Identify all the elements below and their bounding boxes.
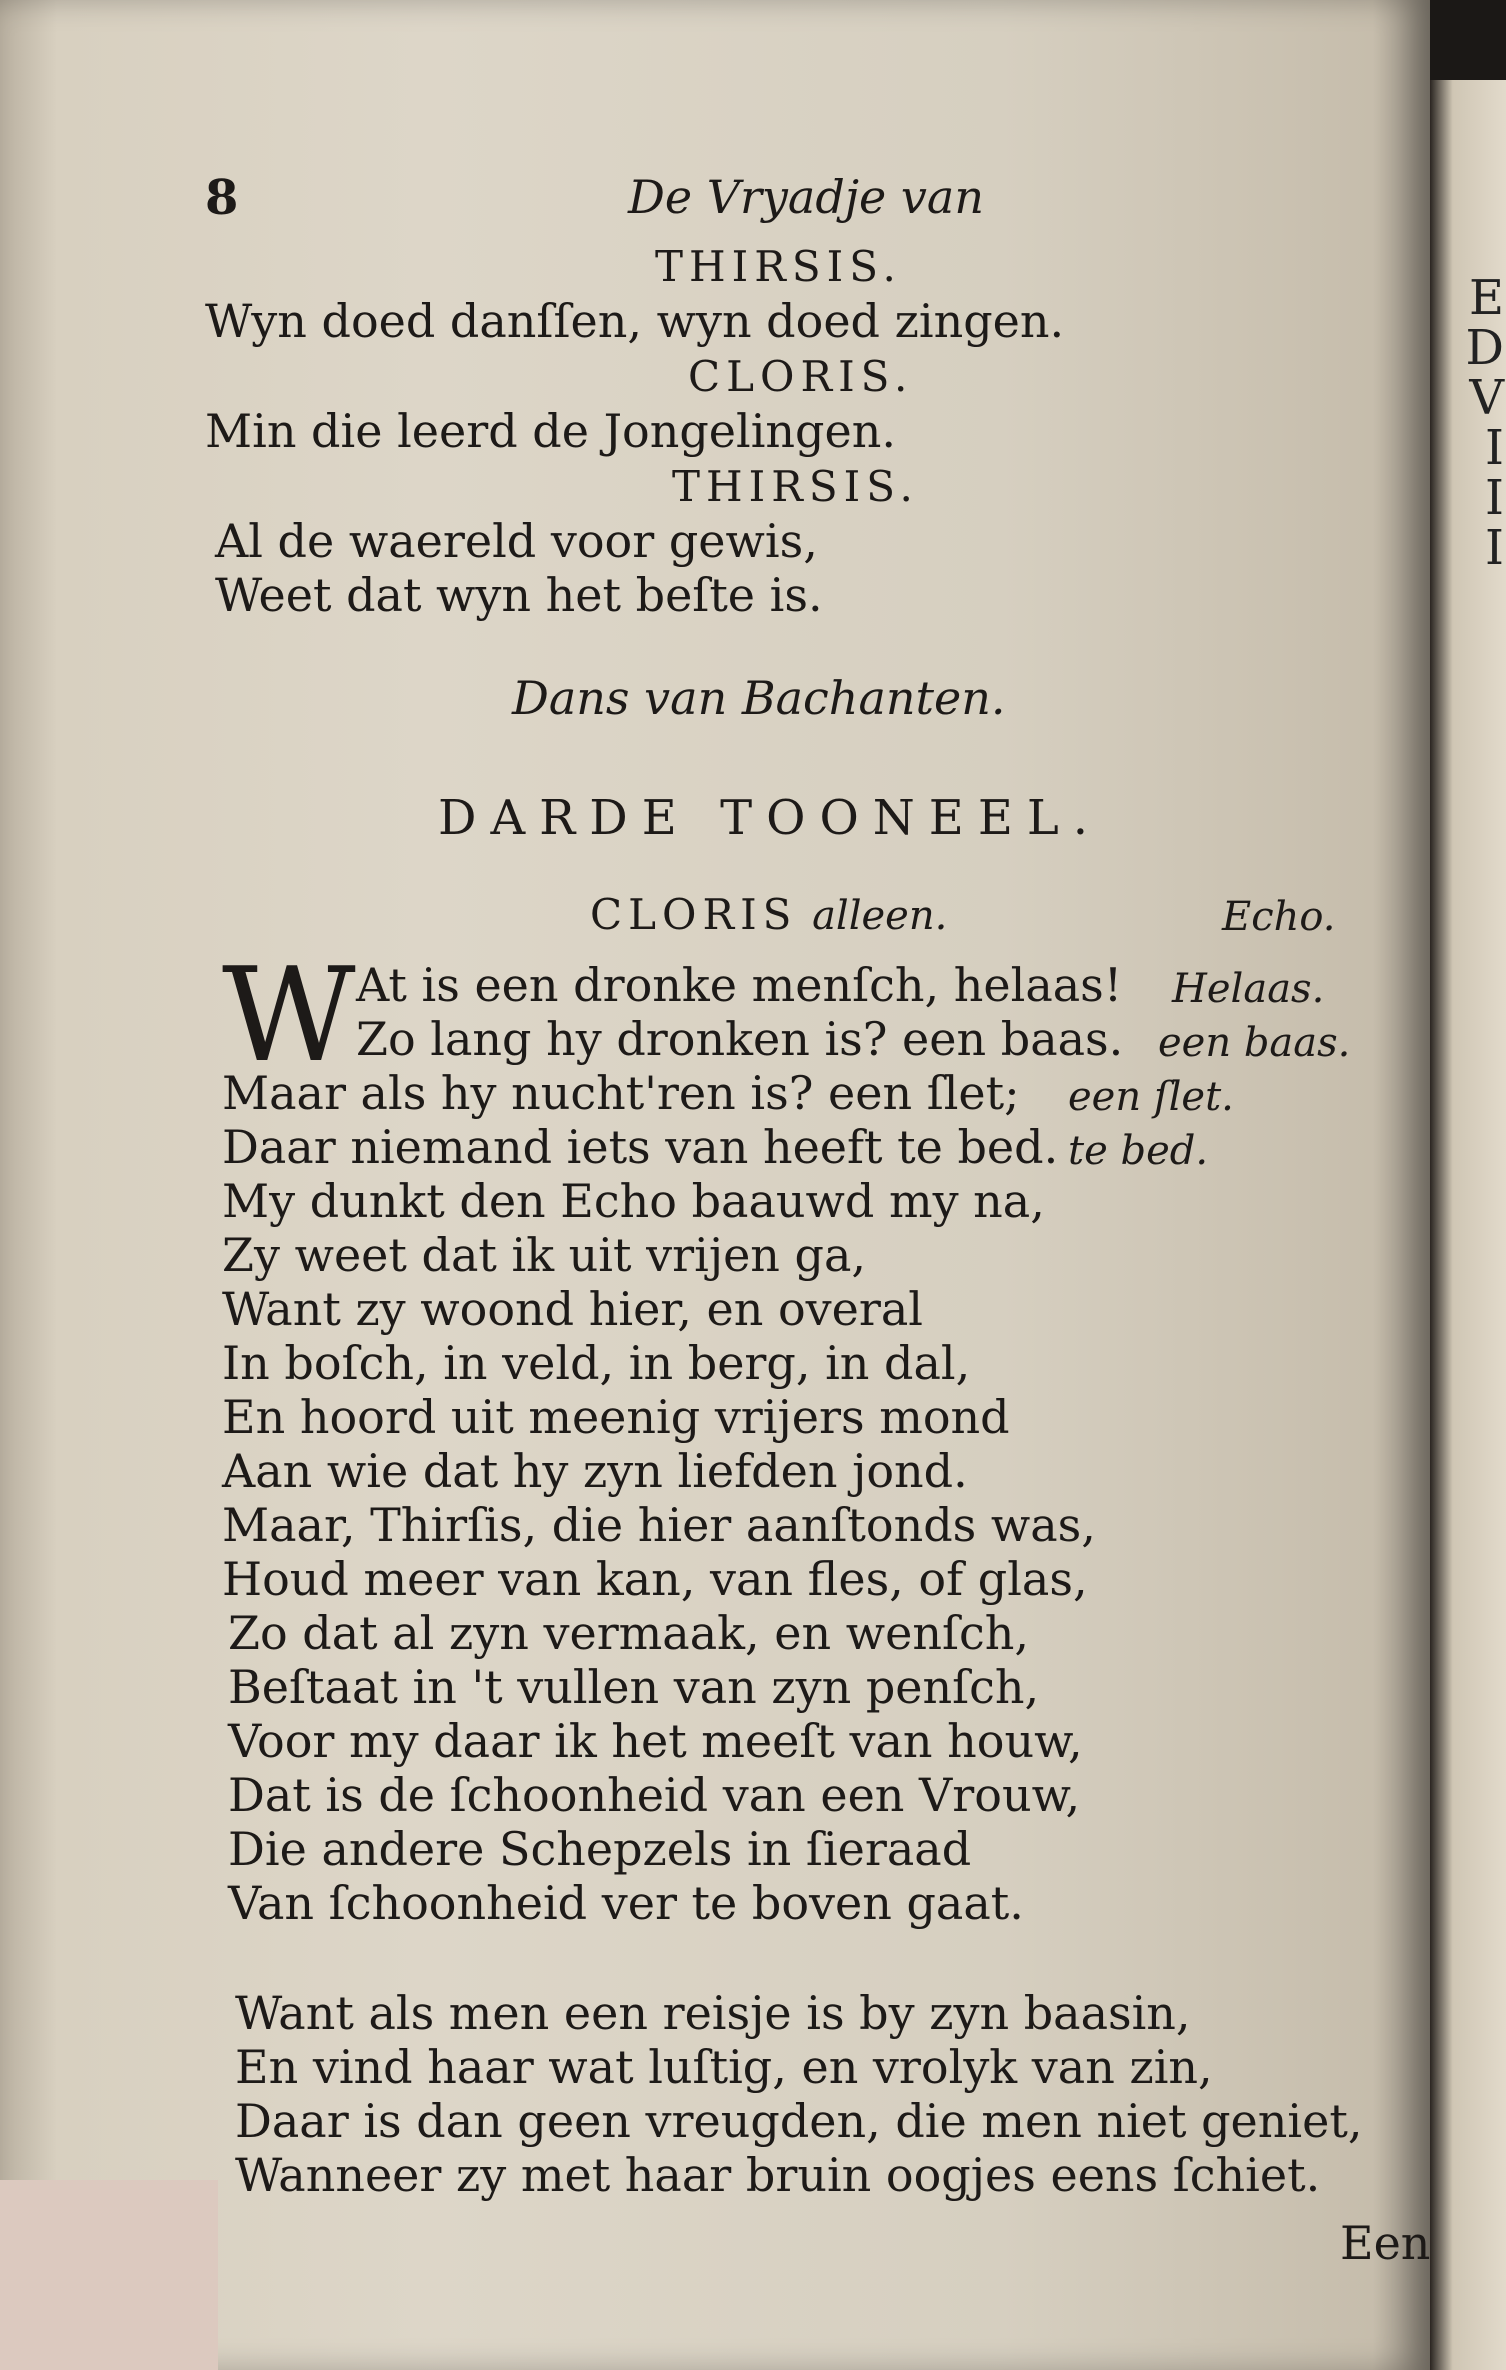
verse-line: Wyn doed danſſen, wyn doed zingen. xyxy=(205,294,1065,348)
verse-line: En hoord uit meenig vrijers mond xyxy=(222,1390,1010,1444)
speaker-line: THIRSIS. xyxy=(672,462,919,511)
verse-line: Daar is dan geen vreugden, die men niet geniet, xyxy=(235,2094,1363,2148)
verse-line: Houd meer van kan, van fles, of glas, xyxy=(222,1552,1088,1606)
verse-line: Want als men een reisje is by zyn baasin, xyxy=(235,1986,1191,2040)
page-corner xyxy=(0,2180,218,2370)
verse-line: At is een dronke menſch, helaas! xyxy=(356,958,1123,1012)
facing-page-edge xyxy=(1430,80,1506,2370)
echo-response: een ſlet. xyxy=(1068,1074,1234,1120)
verse-line: Voor my daar ik het meeſt van houw, xyxy=(228,1714,1083,1768)
verse-line: My dunkt den Echo baauwd my na, xyxy=(222,1174,1045,1228)
verse-line: En vind haar wat luſtig, en vrolyk van zin, xyxy=(235,2040,1213,2094)
verse-line: Zo lang hy dronken is? een baas. xyxy=(356,1012,1124,1066)
verse-line: Min die leerd de Jongelingen. xyxy=(205,404,896,458)
verse-line: Daar niemand iets van heeft te bed. xyxy=(222,1120,1059,1174)
verse-line: Want zy woond hier, en overal xyxy=(222,1282,923,1336)
edge-glyph: I xyxy=(1485,520,1504,576)
scene-speaker xyxy=(590,890,948,939)
drop-cap: W xyxy=(222,939,356,1091)
scene-heading: DARDE TOONEEL. xyxy=(438,790,1102,846)
verse-line: Dat is de ſchoonheid van een Vrouw, xyxy=(228,1768,1081,1822)
verse-line: Zo dat al zyn vermaak, en wenſch, xyxy=(228,1606,1030,1660)
verse-line: Die andere Schepzels in ſieraad xyxy=(228,1822,972,1876)
echo-response: een baas. xyxy=(1158,1020,1351,1066)
edge-glyph: I xyxy=(1485,420,1504,476)
edge-glyph: E xyxy=(1468,270,1504,326)
verse-line: Maar als hy nucht'ren is? een ſlet; xyxy=(222,1066,1020,1120)
verse-line: Al de waereld voor gewis, xyxy=(215,514,818,568)
speaker-line: CLORIS. xyxy=(688,352,914,401)
scene-speaker-note: alleen. xyxy=(812,893,948,939)
page-number: 8 xyxy=(205,170,239,226)
running-title: De Vryadje van xyxy=(628,170,984,224)
catchword: Een xyxy=(1340,2216,1431,2270)
verse-line: Weet dat wyn het beſte is. xyxy=(215,568,823,622)
verse-line: Van ſchoonheid ver te boven gaat. xyxy=(228,1876,1024,1930)
echo-response: Helaas. xyxy=(1172,966,1325,1012)
verse-line: Beſtaat in 't vullen van zyn penſch, xyxy=(228,1660,1040,1714)
verse-line: In boſch, in veld, in berg, in dal, xyxy=(222,1336,971,1390)
speaker-line: THIRSIS. xyxy=(655,242,902,291)
echo-response: te bed. xyxy=(1068,1128,1209,1174)
edge-glyph: I xyxy=(1485,470,1504,526)
scene-speaker-name: CLORIS xyxy=(590,890,798,939)
verse-line: Aan wie dat hy zyn liefden jond. xyxy=(222,1444,968,1498)
edge-glyph: D xyxy=(1465,320,1504,376)
echo-label: Echo. xyxy=(1222,894,1336,940)
verse-line: Wanneer zy met haar bruin oogjes eens ſchiet. xyxy=(235,2148,1321,2202)
verse-line: Zy weet dat ik uit vrijen ga, xyxy=(222,1228,867,1282)
edge-glyph: V xyxy=(1469,370,1504,426)
verse-line: Maar, Thirſis, die hier aanſtonds was, xyxy=(222,1498,1096,1552)
stage-direction: Dans van Bachanten. xyxy=(512,671,1006,725)
